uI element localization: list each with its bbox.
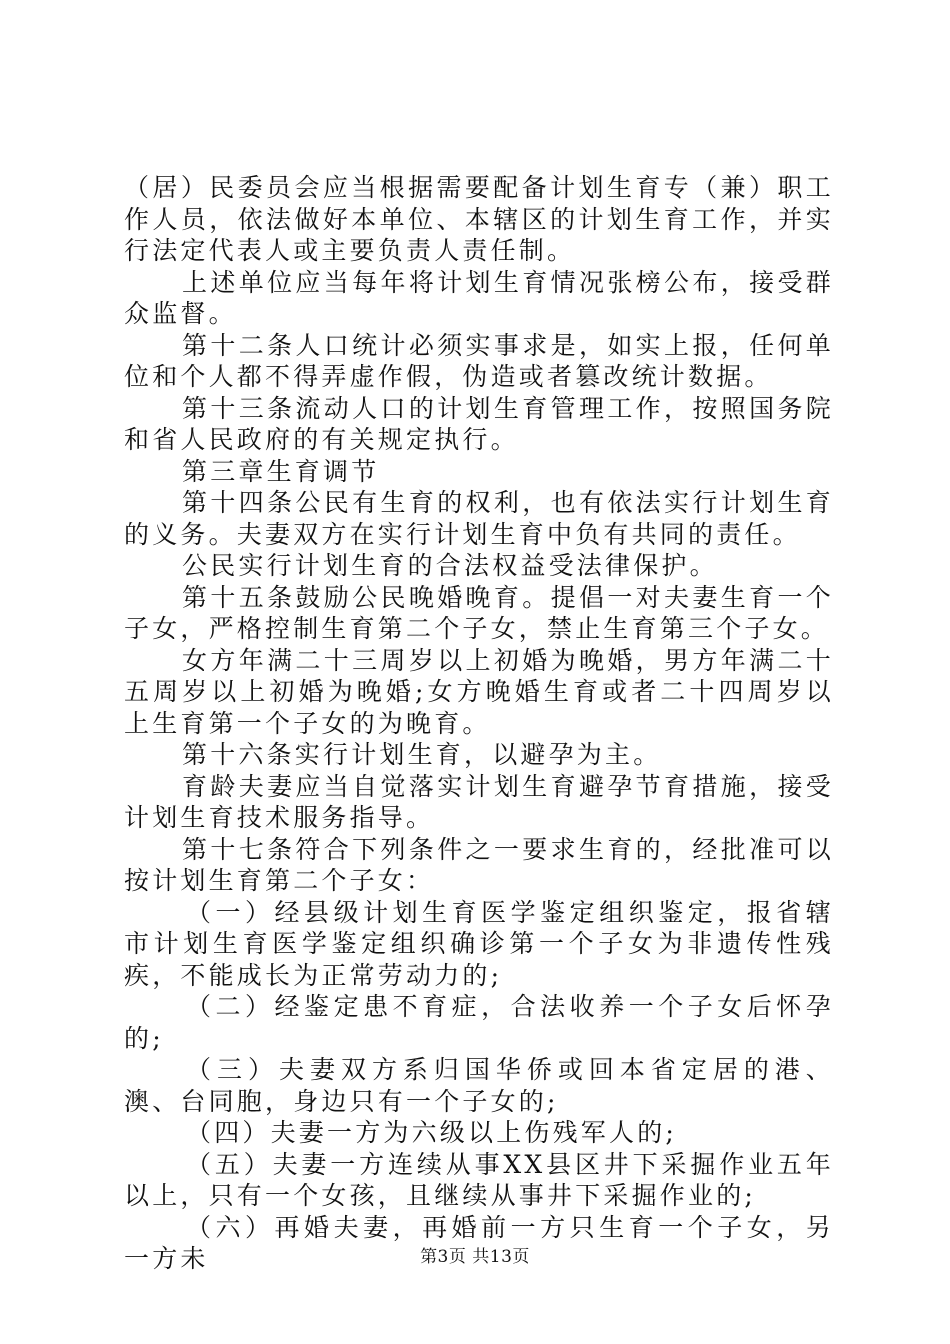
list-item: （三）夫妻双方系归国华侨或回本省定居的港、澳、台同胞，身边只有一个子女的; xyxy=(124,1055,834,1116)
chapter-heading: 第三章生育调节 xyxy=(182,456,380,486)
paragraph: 公民实行计划生育的合法权益受法律保护。 xyxy=(182,551,718,580)
list-item: （一）经县级计划生育医学鉴定组织鉴定，报省辖市计划生育医学鉴定组织确诊第一个子女为非遗传性残疾，不能成长为正常劳动力的; xyxy=(124,897,834,990)
paragraph: 女方年满二十三周岁以上初婚为晚婚，男方年满二十五周岁以上初婚为晚婚;女方晚婚生育或者二十四周岁以上生育第一个子女的为晚育。 xyxy=(124,645,834,738)
paragraph: 第十七条符合下列条件之一要求生育的，经批准可以按计划生育第二个子女： xyxy=(124,834,834,895)
paragraph: 第十五条鼓励公民晚婚晚育。提倡一对夫妻生育一个子女，严格控制生育第二个子女，禁止生育第三个子女。 xyxy=(124,582,834,643)
paragraph: 育龄夫妻应当自觉落实计划生育避孕节育措施，接受计划生育技术服务指导。 xyxy=(124,771,834,832)
paragraph: 第十三条流动人口的计划生育管理工作，按照国务院和省人民政府的有关规定执行。 xyxy=(124,393,834,454)
paragraph: 上述单位应当每年将计划生育情况张榜公布，接受群众监督。 xyxy=(124,267,834,328)
list-item: （四）夫妻一方为六级以上伤残军人的; xyxy=(186,1118,678,1147)
list-item: （六）再婚夫妻，再婚前一方只生育一个子女，另一方未 xyxy=(124,1212,834,1273)
list-item: （五）夫妻一方连续从事XX县区井下采掘作业五年以上，只有一个女孩，且继续从事井下采掘作业的; xyxy=(124,1149,834,1210)
page-footer xyxy=(0,1242,950,1267)
paragraph: （居）民委员会应当根据需要配备计划生育专（兼）职工作人员，依法做好本单位、本辖区的计划生育工作，并实行法定代表人或主要负责人责任制。 xyxy=(124,173,834,265)
paragraph: 第十二条人口统计必须实事求是，如实上报，任何单位和个人都不得弄虚作假，伪造或者篡改统计数据。 xyxy=(124,330,834,391)
document-body xyxy=(124,172,834,1275)
paragraph: 第十六条实行计划生育，以避孕为主。 xyxy=(182,740,662,769)
paragraph: 第十四条公民有生育的权利，也有依法实行计划生育的义务。夫妻双方在实行计划生育中负有共同的责任。 xyxy=(124,488,834,549)
list-item: （二）经鉴定患不育症，合法收养一个子女后怀孕的; xyxy=(124,992,834,1053)
page-number-label: 第3页 共13页 xyxy=(420,1247,530,1267)
